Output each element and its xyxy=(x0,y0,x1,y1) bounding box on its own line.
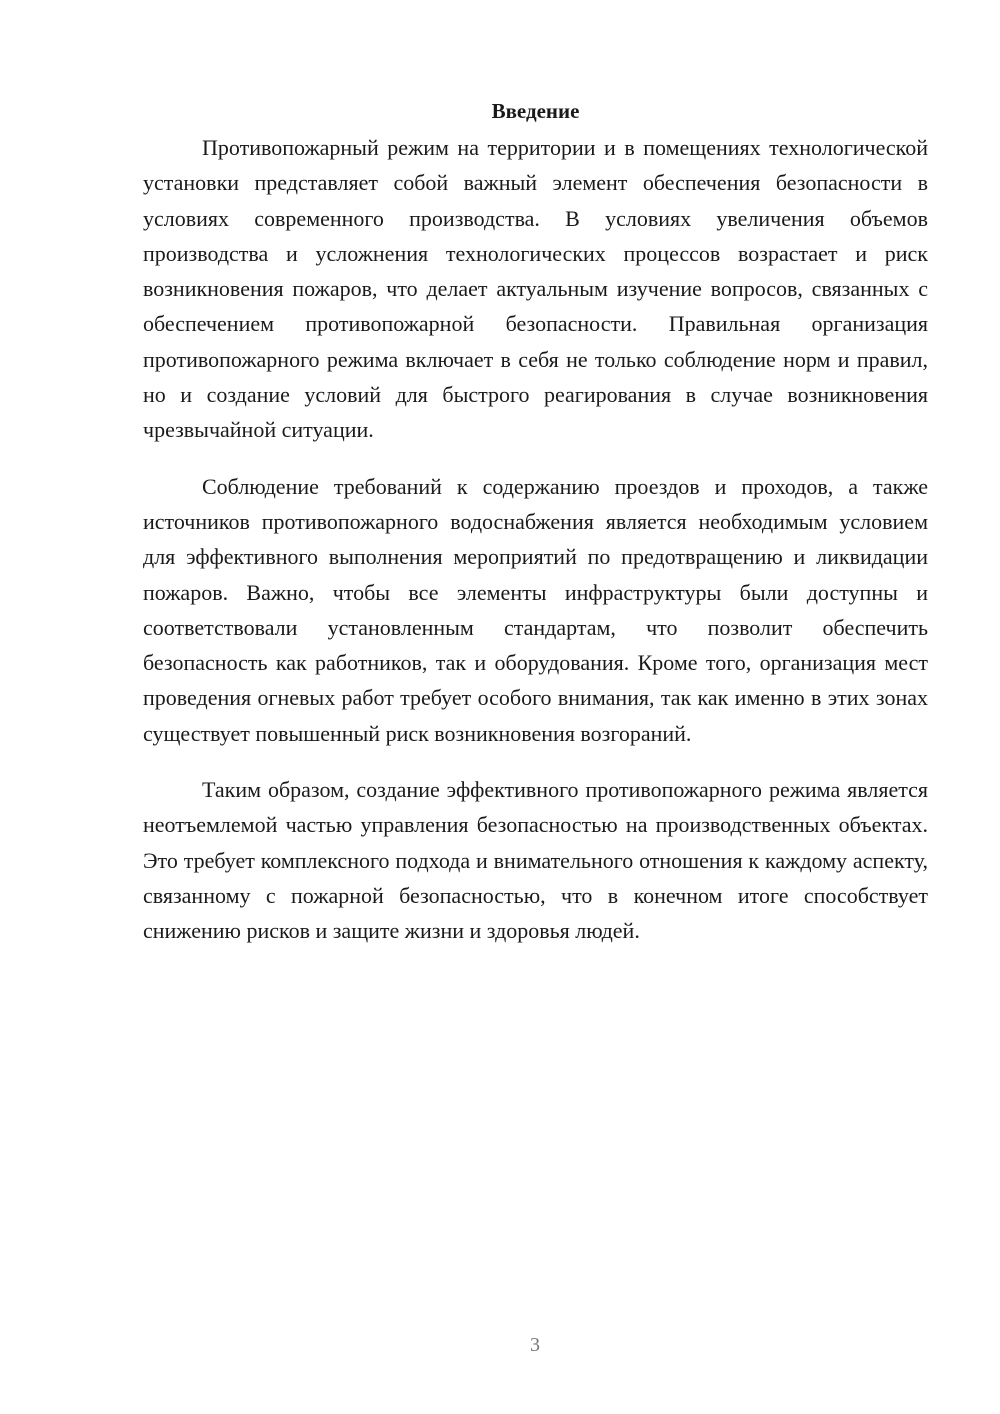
page-number: 3 xyxy=(530,1334,540,1356)
paragraph-1: Противопожарный режим на территории и в помещениях технологической установки представляет собой важный элемент обеспечения безопасности в условиях современного производства. В условиях увеличения объемов производства и усложнения технологических процессов возрастает и риск возникновения пожаров, что делает актуальным изучение вопросов, связанных с обеспечением противопожарной безопасности. Правильная организация противопожарного режима включает в себя не только соблюдение норм и правил, но и создание условий для быстрого реагирования в случае возникновения чрезвычайной ситуации. xyxy=(143,135,928,443)
page-body xyxy=(143,93,928,970)
paragraph-3: Таким образом, создание эффективного противопожарного режима является неотъемлемой частью управления безопасностью на производственных объектах. Это требует комплексного подхода и внимательного отношения к каждому аспекту, связанному с пожарной безопасностью, что в конечном итоге способствует снижению рисков и защите жизни и здоровья людей. xyxy=(143,777,928,944)
paragraph-2: Соблюдение требований к содержанию проездов и проходов, а также источников противопожарного водоснабжения является необходимым условием для эффективного выполнения мероприятий по предотвращению и ликвидации пожаров. Важно, чтобы все элементы инфраструктуры были доступны и соответствовали установленным стандартам, что позволит обеспечить безопасность как работников, так и оборудования. Кроме того, организация мест проведения огневых работ требует особого внимания, так как именно в этих зонах существует повышенный риск возникновения возгораний. xyxy=(143,473,928,746)
section-heading: Введение xyxy=(491,99,580,123)
